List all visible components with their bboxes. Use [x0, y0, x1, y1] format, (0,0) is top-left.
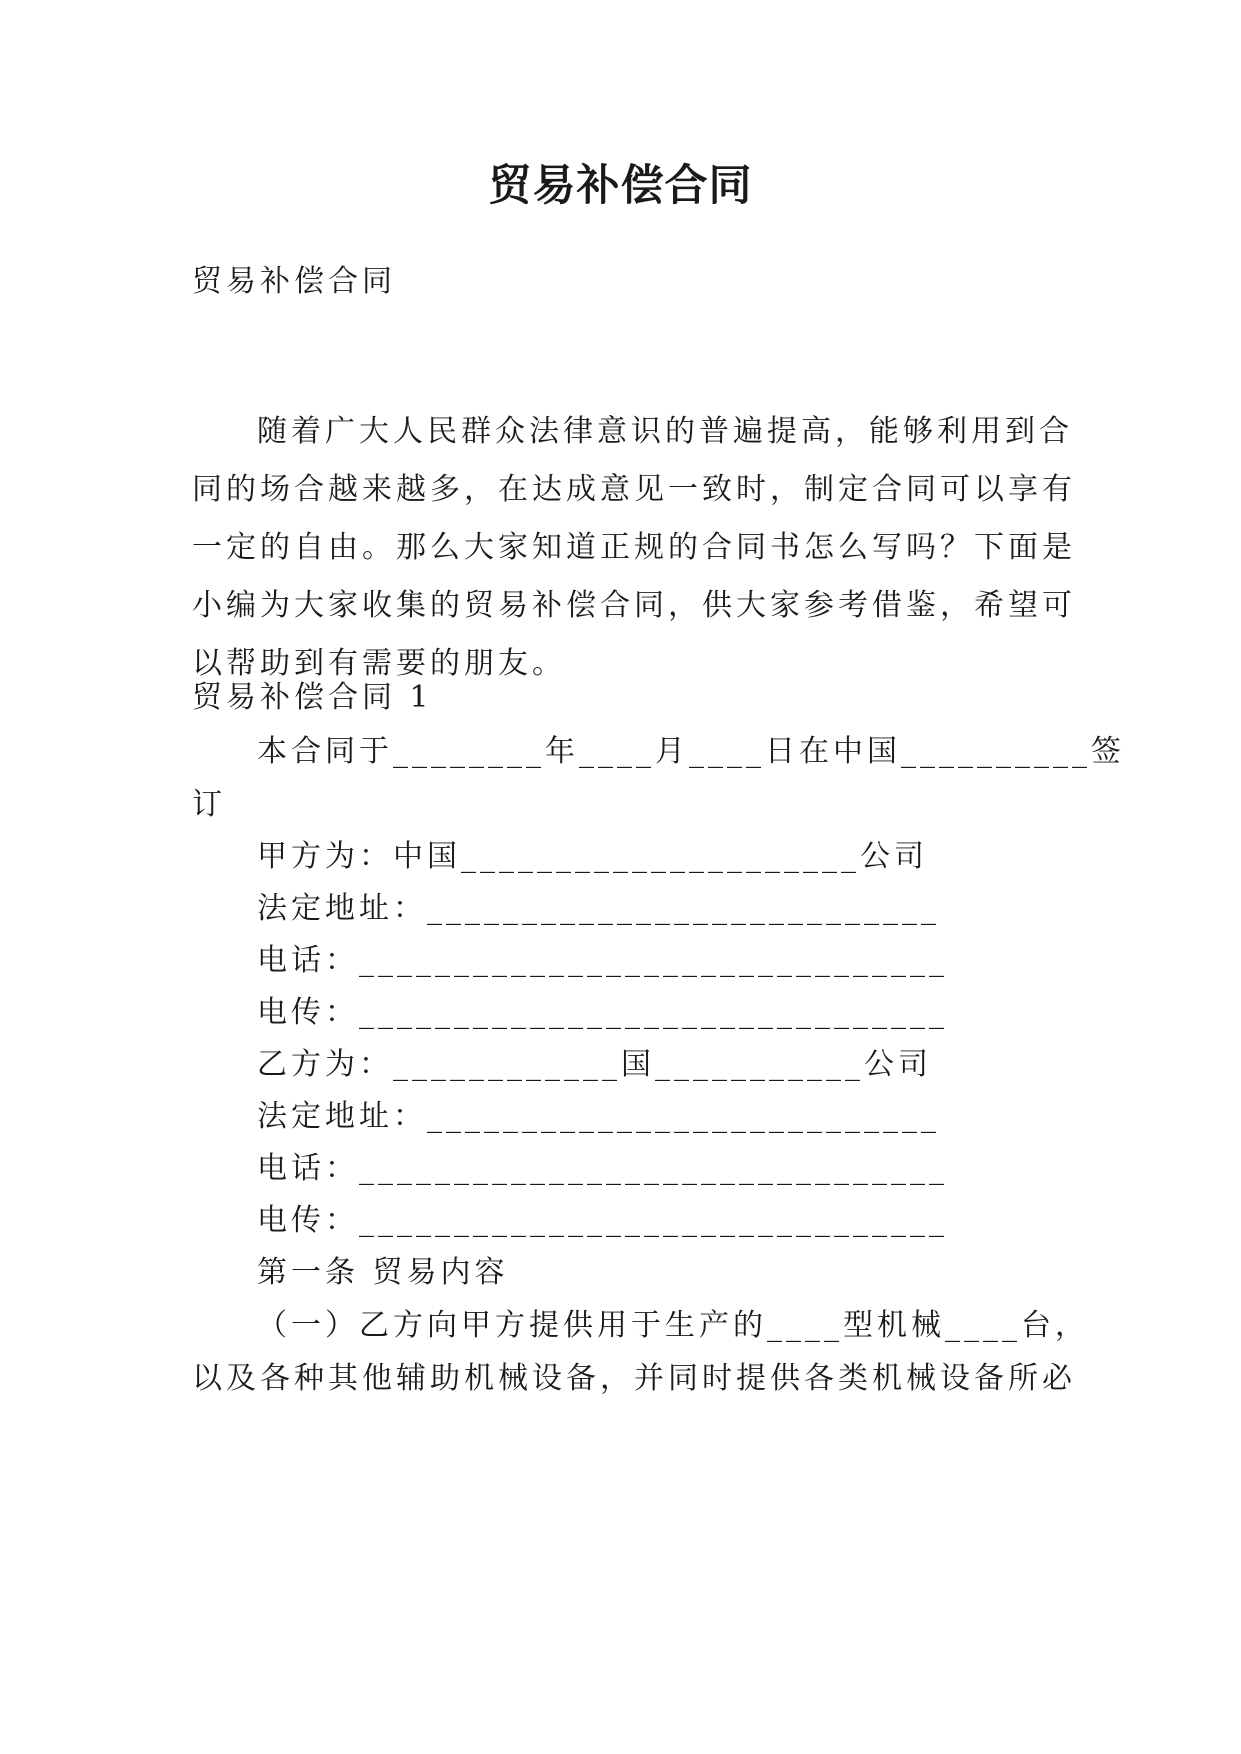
party-b-name: 乙方为：____________国___________公司	[257, 1047, 932, 1082]
document-subtitle: 贸易补偿合同	[192, 264, 396, 299]
section-heading: 贸易补偿合同 1	[192, 680, 433, 715]
signing-line-continued: 订	[192, 787, 226, 822]
party-a-fax: 电传：_______________________________	[257, 995, 948, 1030]
document-title: 贸易补偿合同	[488, 161, 753, 211]
intro-line: 以帮助到有需要的朋友。	[192, 646, 566, 681]
intro-line: 同的场合越来越多，在达成意见一致时，制定合同可以享有	[192, 472, 1076, 507]
article-1-heading: 第一条 贸易内容	[257, 1255, 509, 1290]
party-b-fax: 电传：_______________________________	[257, 1203, 948, 1238]
intro-line: 小编为大家收集的贸易补偿合同，供大家参考借鉴，希望可	[192, 588, 1076, 623]
signing-line: 本合同于________年____月____日在中国__________签	[257, 734, 1125, 769]
party-a-phone: 电话：_______________________________	[257, 943, 948, 978]
intro-paragraph	[192, 403, 1076, 693]
intro-line: 一定的自由。那么大家知道正规的合同书怎么写吗？下面是	[192, 530, 1076, 565]
intro-line: 随着广大人民群众法律意识的普遍提高，能够利用到合	[257, 414, 1073, 449]
party-b-phone: 电话：_______________________________	[257, 1151, 948, 1186]
article-1-line: （一）乙方向甲方提供用于生产的____型机械____台，	[257, 1308, 1089, 1343]
article-1-line: 以及各种其他辅助机械设备，并同时提供各类机械设备所必	[192, 1361, 1076, 1396]
party-b-address: 法定地址：___________________________	[257, 1099, 940, 1134]
party-a-name: 甲方为：中国_____________________公司	[257, 839, 928, 874]
party-a-address: 法定地址：___________________________	[257, 891, 940, 926]
